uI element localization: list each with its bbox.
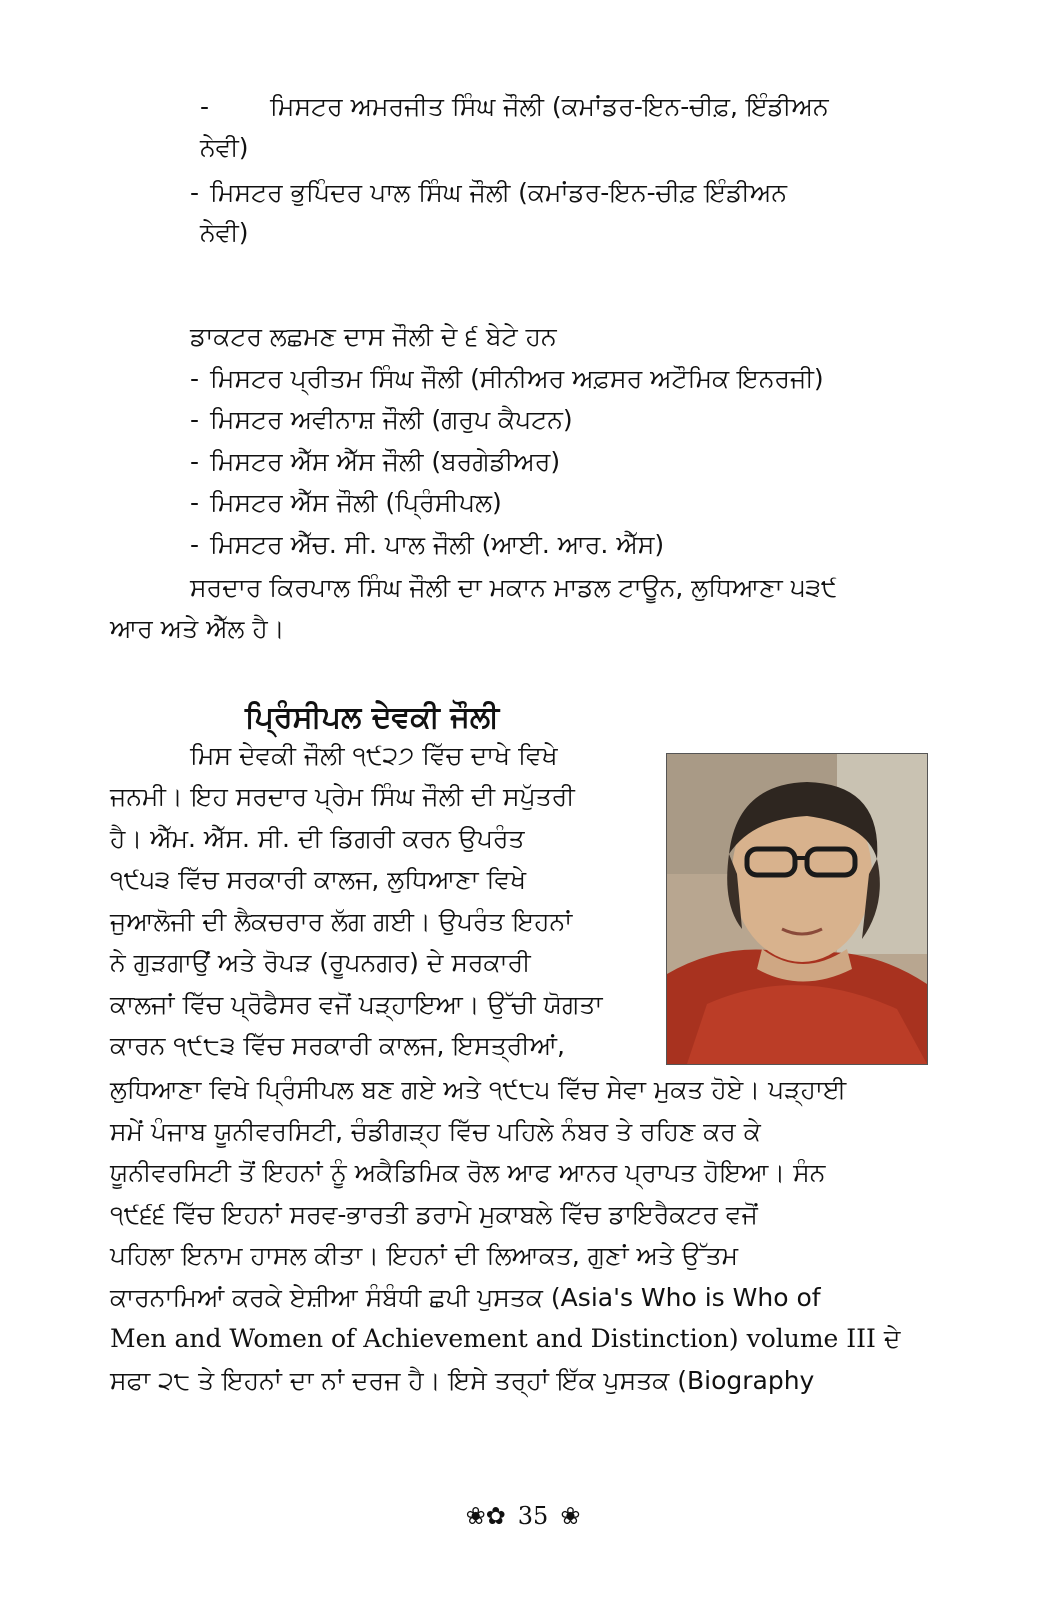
list-dash: - [190, 447, 200, 476]
paragraph-line: ਜੁਆਲੋਜੀ ਦੀ ਲੈਕਚਰਾਰ ਲੱਗ ਗਈ। ਉਪਰੰਤ ਇਹਨਾਂ [110, 907, 573, 936]
sons-intro: ਡਾਕਟਰ ਲਛਮਣ ਦਾਸ ਜੌਲੀ ਦੇ ੬ ਬੇਟੇ ਹਨ [190, 322, 557, 351]
paragraph-line: ੧੯੫੩ ਵਿੱਚ ਸਰਕਾਰੀ ਕਾਲਜ, ਲੁਧਿਆਣਾ ਵਿਖੇ [110, 865, 527, 894]
list-item: ਮਿਸਟਰ ਅਵੀਨਾਸ਼ ਜੌਲੀ (ਗਰੁਪ ਕੈਪਟਨ) [210, 405, 573, 434]
page-footer [0, 1502, 1046, 1530]
portrait-image [667, 754, 927, 1064]
paragraph-line: ਲੁਧਿਆਣਾ ਵਿਖੇ ਪ੍ਰਿੰਸੀਪਲ ਬਣ ਗਏ ਅਤੇ ੧੯੮੫ ਵਿੱਚ ਸੇਵਾ ਮੁਕਤ ਹੋਏ। ਪੜ੍ਹਾਈ [110, 1075, 847, 1104]
section-heading: ਪ੍ਰਿੰਸੀਪਲ ਦੇਵਕੀ ਜੌਲੀ [245, 700, 500, 735]
list-item-continuation: ਨੇਵੀ) [200, 218, 249, 247]
paragraph-line: ਨੇ ਗੁੜਗਾਉਂ ਅਤੇ ਰੋਪੜ (ਰੂਪਨਗਰ) ਦੇ ਸਰਕਾਰੀ [110, 948, 531, 977]
list-dash: - [190, 178, 200, 207]
paragraph-line: ਆਰ ਅਤੇ ਐੱਲ ਹੈ। [110, 614, 285, 643]
list-dash: - [190, 405, 200, 434]
list-item: ਮਿਸਟਰ ਭੁਪਿੰਦਰ ਪਾਲ ਸਿੰਘ ਜੌਲੀ (ਕਮਾਂਡਰ-ਇਨ-ਚੀਫ਼ ਇੰਡੀਅਨ [210, 178, 788, 207]
list-dash: - [190, 364, 200, 393]
paragraph-line: ਸਰਦਾਰ ਕਿਰਪਾਲ ਸਿੰਘ ਜੌਲੀ ਦਾ ਮਕਾਨ ਮਾਡਲ ਟਾਊਨ, ਲੁਧਿਆਣਾ ੫੩੯ [190, 573, 838, 602]
list-item: ਮਿਸਟਰ ਅਮਰਜੀਤ ਸਿੰਘ ਜੌਲੀ (ਕਮਾਂਡਰ-ਇਨ-ਚੀਫ਼, ਇੰਡੀਅਨ [270, 92, 829, 121]
paragraph-line: ਮਿਸ ਦੇਵਕੀ ਜੌਲੀ ੧੯੨੭ ਵਿੱਚ ਦਾਖੇ ਵਿਖੇ [190, 741, 558, 770]
list-dash: - [190, 488, 200, 517]
paragraph-line: ਕਾਲਜਾਂ ਵਿੱਚ ਪ੍ਰੋਫੈਸਰ ਵਜੋਂ ਪੜ੍ਹਾਇਆ। ਉੱਚੀ ਯੋਗਤਾ [110, 990, 603, 1019]
paragraph-line: ਕਾਰਨਾਮਿਆਂ ਕਰਕੇ ਏਸ਼ੀਆ ਸੰਬੰਧੀ ਛਪੀ ਪੁਸਤਕ (Asia's Who is Who of [110, 1283, 821, 1312]
list-dash: - [190, 530, 200, 559]
list-item: ਮਿਸਟਰ ਪ੍ਰੀਤਮ ਸਿੰਘ ਜੌਲੀ (ਸੀਨੀਅਰ ਅਫ਼ਸਰ ਅਟੌਮਿਕ ਇਨਰਜੀ) [210, 364, 824, 393]
flower-ornament-icon: ❀ [560, 1502, 581, 1530]
paragraph-line: ਯੂਨੀਵਰਸਿਟੀ ਤੋਂ ਇਹਨਾਂ ਨੂੰ ਅਕੈਡਿਮਿਕ ਰੋਲ ਆਫ ਆਨਰ ਪ੍ਰਾਪਤ ਹੋਇਆ। ਸੰਨ [110, 1158, 826, 1187]
list-item: ਮਿਸਟਰ ਐੱਚ. ਸੀ. ਪਾਲ ਜੌਲੀ (ਆਈ. ਆਰ. ਐੱਸ) [210, 530, 665, 559]
paragraph-line: ਸਮੇਂ ਪੰਜਾਬ ਯੂਨੀਵਰਸਿਟੀ, ਚੰਡੀਗੜ੍ਹ ਵਿੱਚ ਪਹਿਲੇ ਨੰਬਰ ਤੇ ਰਹਿਣ ਕਰ ਕੇ [110, 1117, 761, 1146]
page-number: 35 [517, 1502, 549, 1530]
paragraph-line: ਕਾਰਨ ੧੯੮੩ ਵਿੱਚ ਸਰਕਾਰੀ ਕਾਲਜ, ਇਸਤ੍ਰੀਆਂ, [110, 1031, 566, 1060]
paragraph-line: ਸਫਾ ੨੮ ਤੇ ਇਹਨਾਂ ਦਾ ਨਾਂ ਦਰਜ ਹੈ। ਇਸੇ ਤਰ੍ਹਾਂ ਇੱਕ ਪੁਸਤਕ (Biography [110, 1366, 815, 1395]
paragraph-line: Men and Women of Achievement and Distinction) volume III ਦੇ [110, 1324, 901, 1353]
list-item: ਮਿਸਟਰ ਐੱਸ ਐੱਸ ਜੌਲੀ (ਬਰਗੇਡੀਅਰ) [210, 447, 561, 476]
flower-ornament-icon: ❀✿ [465, 1502, 506, 1530]
list-item: ਮਿਸਟਰ ਐੱਸ ਜੌਲੀ (ਪ੍ਰਿੰਸੀਪਲ) [210, 488, 502, 517]
paragraph-line: ੧੯੬੬ ਵਿੱਚ ਇਹਨਾਂ ਸਰਵ-ਭਾਰਤੀ ਡਰਾਮੇ ਮੁਕਾਬਲੇ ਵਿੱਚ ਡਾਇਰੈਕਟਰ ਵਜੋਂ [110, 1200, 758, 1229]
list-item-continuation: ਨੇਵੀ) [200, 133, 249, 162]
paragraph-line: ਪਹਿਲਾ ਇਨਾਮ ਹਾਸਲ ਕੀਤਾ। ਇਹਨਾਂ ਦੀ ਲਿਆਕਤ, ਗੁਣਾਂ ਅਤੇ ਉੱਤਮ [110, 1241, 739, 1270]
paragraph-line: ਹੈ। ਐੱਮ. ਐੱਸ. ਸੀ. ਦੀ ਡਿਗਰੀ ਕਰਨ ਉਪਰੰਤ [110, 824, 525, 853]
list-dash: - [200, 92, 210, 121]
paragraph-line: ਜਨਮੀ। ਇਹ ਸਰਦਾਰ ਪ੍ਰੇਮ ਸਿੰਘ ਜੌਲੀ ਦੀ ਸਪੁੱਤਰੀ [110, 782, 575, 811]
portrait-photo [666, 753, 928, 1065]
